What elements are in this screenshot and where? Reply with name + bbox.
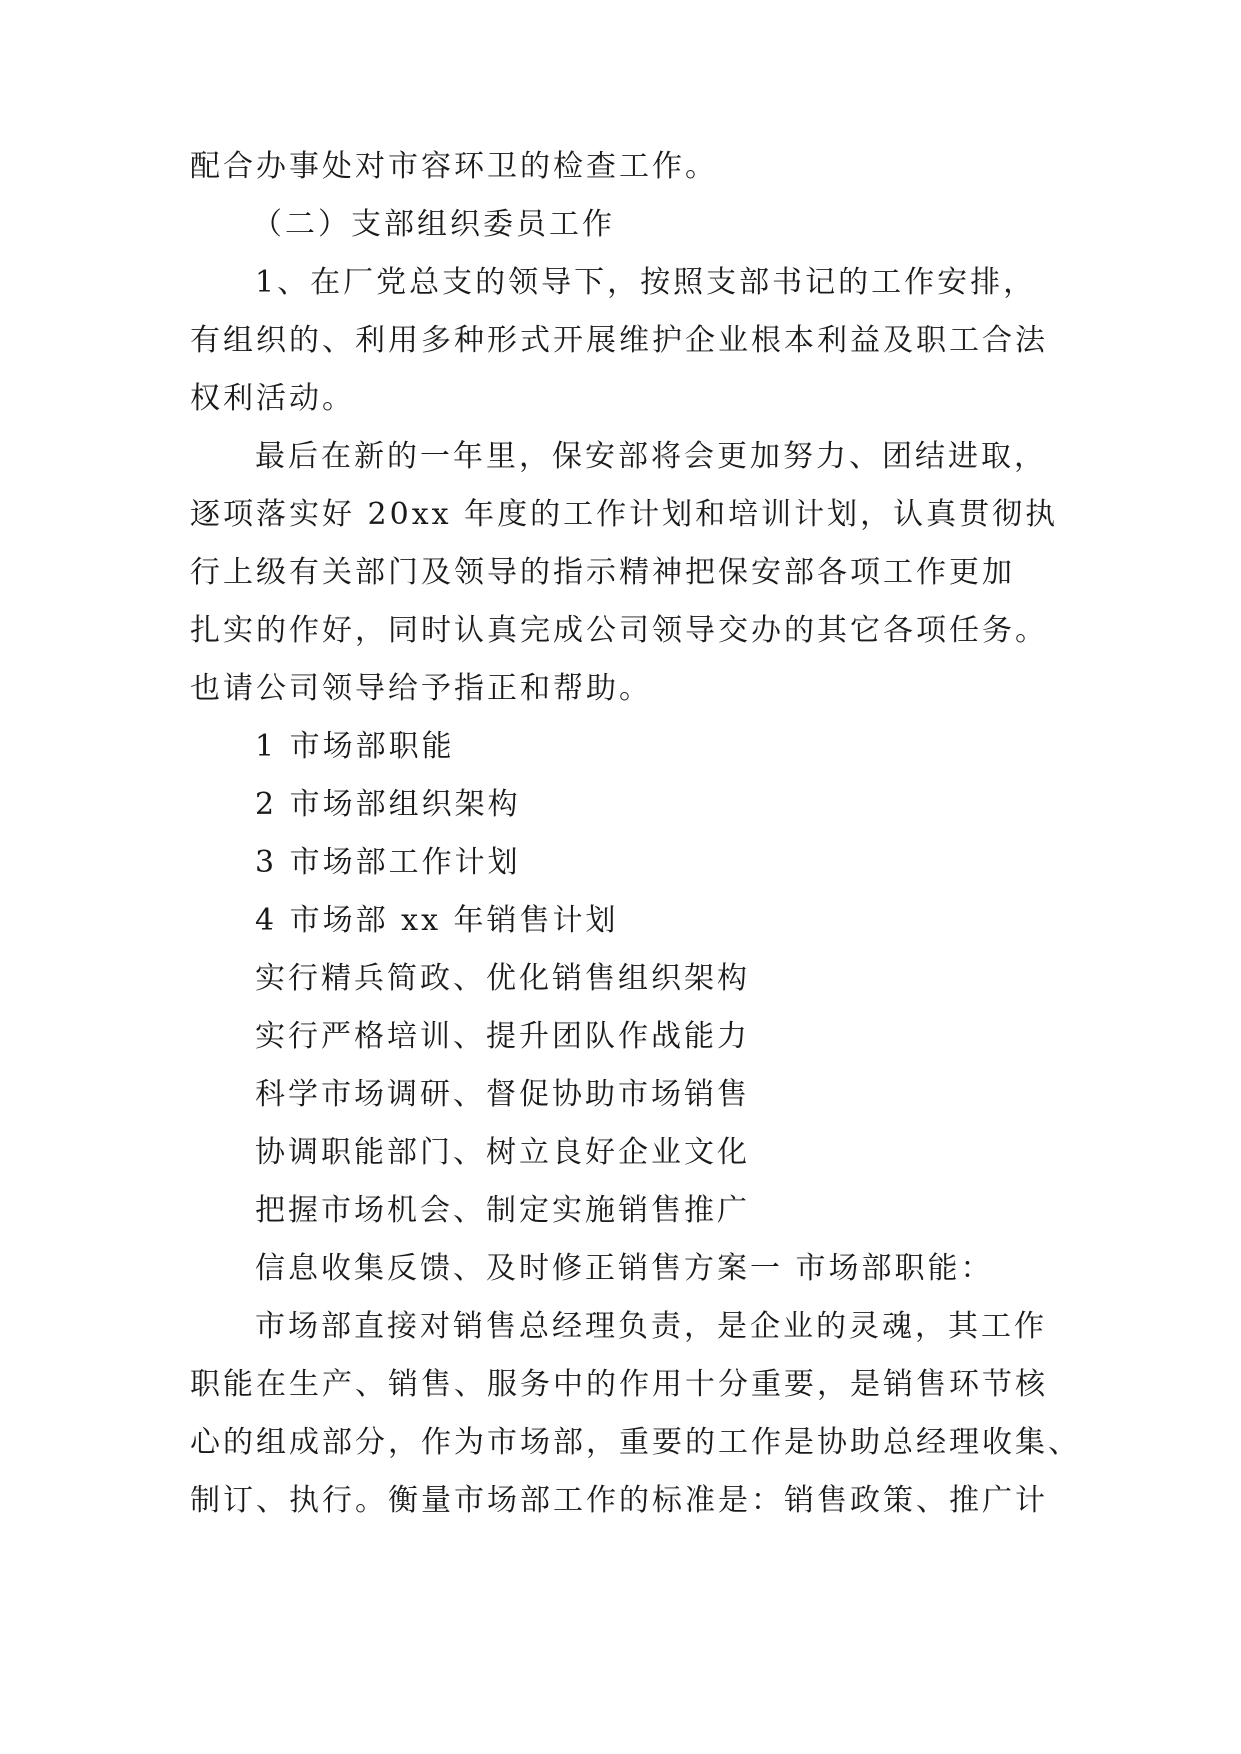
- text-line: 职能在生产、销售、服务中的作用十分重要，是销售环节核: [190, 1367, 1048, 1402]
- text-line: 配合办事处对市容环卫的检查工作。: [190, 149, 718, 184]
- text-line: 1、在厂党总支的领导下，按照支部书记的工作安排，: [255, 265, 1037, 300]
- list-item: 1 市场部职能: [255, 729, 455, 764]
- text-line: 行上级有关部门及领导的指示精神把保安部各项工作更加: [190, 555, 1015, 590]
- text-line: 权利活动。: [190, 381, 355, 416]
- text-line: 科学市场调研、督促协助市场销售: [255, 1077, 750, 1112]
- text-line: 实行精兵简政、优化销售组织架构: [255, 961, 750, 996]
- list-item: 4 市场部 xx 年销售计划: [255, 903, 619, 938]
- text-line: 最后在新的一年里，保安部将会更加努力、团结进取，: [255, 439, 1047, 474]
- text-line: 实行严格培训、提升团队作战能力: [255, 1019, 750, 1054]
- list-item: 2 市场部组织架构: [255, 787, 521, 822]
- text-line: 有组织的、利用多种形式开展维护企业根本利益及职工合法: [190, 323, 1048, 358]
- text-line: 制订、执行。衡量市场部工作的标准是：销售政策、推广计: [190, 1483, 1048, 1518]
- text-line: 市场部直接对销售总经理负责，是企业的灵魂，其工作: [255, 1309, 1047, 1344]
- list-item: 3 市场部工作计划: [255, 845, 521, 880]
- text-line: 逐项落实好 20xx 年度的工作计划和培训计划，认真贯彻执: [190, 497, 1059, 532]
- text-line: 协调职能部门、树立良好企业文化: [255, 1135, 750, 1170]
- text-line: 心的组成部分，作为市场部，重要的工作是协助总经理收集、: [190, 1425, 1081, 1460]
- text-line: 信息收集反馈、及时修正销售方案一 市场部职能：: [255, 1251, 994, 1286]
- text-line: 也请公司领导给予指正和帮助。: [190, 671, 652, 706]
- text-line: 把握市场机会、制定实施销售推广: [255, 1193, 750, 1228]
- text-line: 扎实的作好，同时认真完成公司领导交办的其它各项任务。: [190, 613, 1048, 648]
- section-heading: （二）支部组织委员工作: [252, 207, 615, 242]
